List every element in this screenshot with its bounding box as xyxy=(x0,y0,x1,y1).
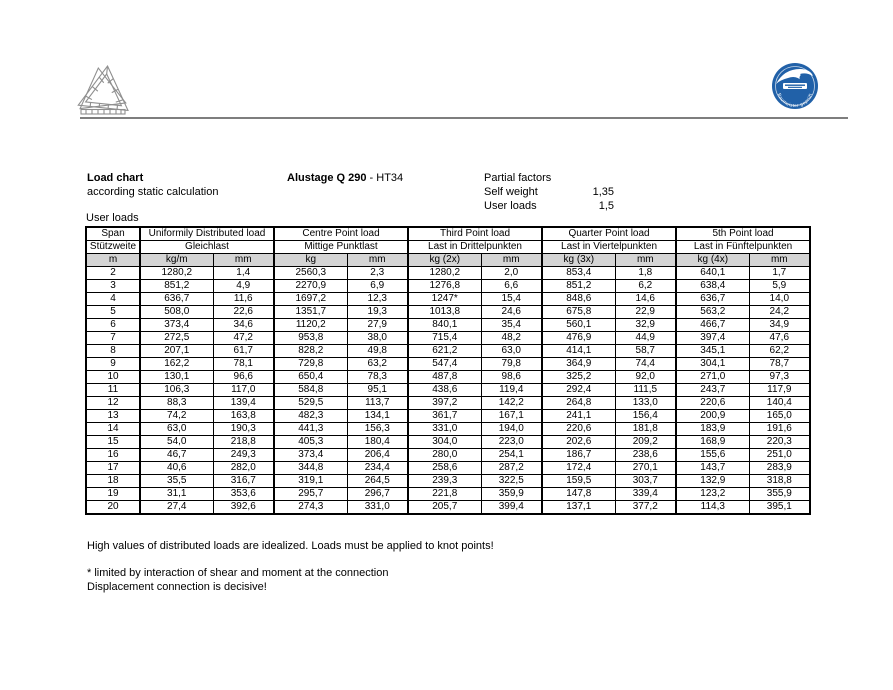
value-cell: 851,2 xyxy=(140,280,213,293)
value-cell: 272,5 xyxy=(140,332,213,345)
value-cell: 47,2 xyxy=(213,332,274,345)
value-cell: 243,7 xyxy=(676,384,749,397)
span-cell: 5 xyxy=(86,306,140,319)
value-cell: 5,9 xyxy=(749,280,810,293)
value-cell: 14,0 xyxy=(749,293,810,306)
value-cell: 392,6 xyxy=(213,501,274,515)
value-cell: 24,2 xyxy=(749,306,810,319)
value-cell: 132,9 xyxy=(676,475,749,488)
col-group-label: Quarter Point load xyxy=(542,227,676,241)
value-cell: 32,9 xyxy=(615,319,676,332)
value-cell: 584,8 xyxy=(274,384,347,397)
note-idealized: High values of distributed loads are idealized. Loads must be applied to knot points! xyxy=(87,540,494,552)
table-row xyxy=(86,332,810,345)
value-cell: 140,4 xyxy=(749,397,810,410)
header-row-de xyxy=(86,241,810,254)
table-row xyxy=(86,267,810,280)
value-cell: 44,9 xyxy=(615,332,676,345)
value-cell: 220,6 xyxy=(542,423,615,436)
value-cell: 117,0 xyxy=(213,384,274,397)
value-cell: 715,4 xyxy=(408,332,481,345)
value-cell: 79,8 xyxy=(481,358,542,371)
value-cell: 1,7 xyxy=(749,267,810,280)
value-cell: 264,8 xyxy=(542,397,615,410)
table-row xyxy=(86,397,810,410)
value-cell: 529,5 xyxy=(274,397,347,410)
value-cell: 159,5 xyxy=(542,475,615,488)
col-group-label-de: Gleichlast xyxy=(140,241,274,254)
value-cell: 209,2 xyxy=(615,436,676,449)
partial-factors-title: Partial factors xyxy=(484,172,552,184)
value-cell: 325,2 xyxy=(542,371,615,384)
value-cell: 353,6 xyxy=(213,488,274,501)
value-cell: 840,1 xyxy=(408,319,481,332)
value-cell: 4,9 xyxy=(213,280,274,293)
unit-label: mm xyxy=(615,254,676,267)
table-row xyxy=(86,358,810,371)
table-row xyxy=(86,371,810,384)
value-cell: 223,0 xyxy=(481,436,542,449)
value-cell: 14,6 xyxy=(615,293,676,306)
value-cell: 163,8 xyxy=(213,410,274,423)
value-cell: 283,9 xyxy=(749,462,810,475)
product-variant: - HT34 xyxy=(369,172,404,184)
value-cell: 218,8 xyxy=(213,436,274,449)
value-cell: 35,5 xyxy=(140,475,213,488)
value-cell: 202,6 xyxy=(542,436,615,449)
value-cell: 54,0 xyxy=(140,436,213,449)
value-cell: 200,9 xyxy=(676,410,749,423)
value-cell: 377,2 xyxy=(615,501,676,515)
value-cell: 2,0 xyxy=(481,267,542,280)
span-cell: 3 xyxy=(86,280,140,293)
certification-stamp-icon xyxy=(770,60,820,112)
table-row xyxy=(86,319,810,332)
product-model: Alustage Q 290 xyxy=(287,172,367,184)
value-cell: 134,1 xyxy=(347,410,408,423)
value-cell: 221,8 xyxy=(408,488,481,501)
value-cell: 1,4 xyxy=(213,267,274,280)
value-cell: 675,8 xyxy=(542,306,615,319)
value-cell: 2,3 xyxy=(347,267,408,280)
stamp-arc-text: Baumeister geprüft xyxy=(776,92,814,109)
value-cell: 304,1 xyxy=(676,358,749,371)
value-cell: 205,7 xyxy=(408,501,481,515)
value-cell: 34,6 xyxy=(213,319,274,332)
value-cell: 729,8 xyxy=(274,358,347,371)
value-cell: 63,0 xyxy=(140,423,213,436)
col-group-label: Uniformily Distributed load xyxy=(140,227,274,241)
col-group-label: Centre Point load xyxy=(274,227,408,241)
value-cell: 280,0 xyxy=(408,449,481,462)
value-cell: 364,9 xyxy=(542,358,615,371)
value-cell: 621,2 xyxy=(408,345,481,358)
partial-factor-row xyxy=(484,185,614,199)
span-cell: 14 xyxy=(86,423,140,436)
value-cell: 58,7 xyxy=(615,345,676,358)
table-row xyxy=(86,449,810,462)
value-cell: 304,0 xyxy=(408,436,481,449)
value-cell: 331,0 xyxy=(347,501,408,515)
value-cell: 96,6 xyxy=(213,371,274,384)
value-cell: 190,3 xyxy=(213,423,274,436)
table-row xyxy=(86,475,810,488)
pf-label: Self weight xyxy=(484,186,538,198)
value-cell: 239,3 xyxy=(408,475,481,488)
value-cell: 319,1 xyxy=(274,475,347,488)
value-cell: 636,7 xyxy=(676,293,749,306)
table-row xyxy=(86,280,810,293)
value-cell: 851,2 xyxy=(542,280,615,293)
value-cell: 282,0 xyxy=(213,462,274,475)
value-cell: 359,9 xyxy=(481,488,542,501)
value-cell: 98,6 xyxy=(481,371,542,384)
value-cell: 12,3 xyxy=(347,293,408,306)
value-cell: 292,4 xyxy=(542,384,615,397)
value-cell: 322,5 xyxy=(481,475,542,488)
unit-label: mm xyxy=(481,254,542,267)
value-cell: 11,6 xyxy=(213,293,274,306)
value-cell: 111,5 xyxy=(615,384,676,397)
value-cell: 466,7 xyxy=(676,319,749,332)
value-cell: 373,4 xyxy=(140,319,213,332)
value-cell: 206,4 xyxy=(347,449,408,462)
value-cell: 636,7 xyxy=(140,293,213,306)
alustage-truss-logo-icon xyxy=(74,62,136,116)
col-group-label: Span xyxy=(86,227,140,241)
span-cell: 2 xyxy=(86,267,140,280)
value-cell: 74,2 xyxy=(140,410,213,423)
value-cell: 296,7 xyxy=(347,488,408,501)
table-row xyxy=(86,410,810,423)
unit-label: kg (4x) xyxy=(676,254,749,267)
value-cell: 113,7 xyxy=(347,397,408,410)
unit-label: kg (3x) xyxy=(542,254,615,267)
table-row xyxy=(86,488,810,501)
col-group-label-de: Mittige Punktlast xyxy=(274,241,408,254)
value-cell: 63,0 xyxy=(481,345,542,358)
unit-label: kg xyxy=(274,254,347,267)
pf-value: 1,5 xyxy=(598,200,614,212)
value-cell: 482,3 xyxy=(274,410,347,423)
value-cell: 271,0 xyxy=(676,371,749,384)
value-cell: 316,7 xyxy=(213,475,274,488)
value-cell: 78,3 xyxy=(347,371,408,384)
table-row xyxy=(86,501,810,515)
value-cell: 274,3 xyxy=(274,501,347,515)
value-cell: 640,1 xyxy=(676,267,749,280)
value-cell: 137,1 xyxy=(542,501,615,515)
value-cell: 19,3 xyxy=(347,306,408,319)
doc-title: Load chart xyxy=(87,172,144,184)
col-group-label: 5th Point load xyxy=(676,227,810,241)
span-cell: 10 xyxy=(86,371,140,384)
value-cell: 168,9 xyxy=(676,436,749,449)
span-cell: 12 xyxy=(86,397,140,410)
value-cell: 61,7 xyxy=(213,345,274,358)
value-cell: 78,1 xyxy=(213,358,274,371)
value-cell: 395,1 xyxy=(749,501,810,515)
value-cell: 180,4 xyxy=(347,436,408,449)
value-cell: 133,0 xyxy=(615,397,676,410)
span-cell: 16 xyxy=(86,449,140,462)
value-cell: 162,2 xyxy=(140,358,213,371)
value-cell: 117,9 xyxy=(749,384,810,397)
pf-value: 1,35 xyxy=(592,186,614,198)
value-cell: 399,4 xyxy=(481,501,542,515)
value-cell: 220,6 xyxy=(676,397,749,410)
value-cell: 63,2 xyxy=(347,358,408,371)
value-cell: 508,0 xyxy=(140,306,213,319)
span-cell: 6 xyxy=(86,319,140,332)
value-cell: 167,1 xyxy=(481,410,542,423)
value-cell: 397,4 xyxy=(676,332,749,345)
value-cell: 258,6 xyxy=(408,462,481,475)
header-divider xyxy=(80,117,848,119)
value-cell: 207,1 xyxy=(140,345,213,358)
span-cell: 13 xyxy=(86,410,140,423)
value-cell: 119,4 xyxy=(481,384,542,397)
table-row xyxy=(86,436,810,449)
value-cell: 264,5 xyxy=(347,475,408,488)
value-cell: 130,1 xyxy=(140,371,213,384)
unit-label: mm xyxy=(749,254,810,267)
value-cell: 40,6 xyxy=(140,462,213,475)
value-cell: 476,9 xyxy=(542,332,615,345)
value-cell: 155,6 xyxy=(676,449,749,462)
col-group-label-de: Last in Fünftelpunkten xyxy=(676,241,810,254)
value-cell: 97,3 xyxy=(749,371,810,384)
value-cell: 1280,2 xyxy=(140,267,213,280)
load-table xyxy=(85,226,811,515)
value-cell: 139,4 xyxy=(213,397,274,410)
value-cell: 1013,8 xyxy=(408,306,481,319)
span-cell: 9 xyxy=(86,358,140,371)
value-cell: 95,1 xyxy=(347,384,408,397)
span-cell: 8 xyxy=(86,345,140,358)
col-group-label-de: Last in Drittelpunkten xyxy=(408,241,542,254)
value-cell: 303,7 xyxy=(615,475,676,488)
value-cell: 114,3 xyxy=(676,501,749,515)
value-cell: 143,7 xyxy=(676,462,749,475)
unit-label: mm xyxy=(347,254,408,267)
span-cell: 11 xyxy=(86,384,140,397)
value-cell: 2270,9 xyxy=(274,280,347,293)
note-asterisk: * limited by interaction of shear and moment at the connection xyxy=(87,567,389,579)
value-cell: 1280,2 xyxy=(408,267,481,280)
value-cell: 27,9 xyxy=(347,319,408,332)
table-row xyxy=(86,462,810,475)
value-cell: 78,7 xyxy=(749,358,810,371)
span-cell: 15 xyxy=(86,436,140,449)
value-cell: 2560,3 xyxy=(274,267,347,280)
value-cell: 156,4 xyxy=(615,410,676,423)
value-cell: 183,9 xyxy=(676,423,749,436)
value-cell: 344,8 xyxy=(274,462,347,475)
span-cell: 4 xyxy=(86,293,140,306)
value-cell: 638,4 xyxy=(676,280,749,293)
value-cell: 828,2 xyxy=(274,345,347,358)
value-cell: 6,9 xyxy=(347,280,408,293)
value-cell: 88,3 xyxy=(140,397,213,410)
unit-label: m xyxy=(86,254,140,267)
value-cell: 1351,7 xyxy=(274,306,347,319)
value-cell: 254,1 xyxy=(481,449,542,462)
value-cell: 191,6 xyxy=(749,423,810,436)
col-group-label-de: Stützweite xyxy=(86,241,140,254)
table-row xyxy=(86,306,810,319)
value-cell: 6,6 xyxy=(481,280,542,293)
col-group-label: Third Point load xyxy=(408,227,542,241)
value-cell: 106,3 xyxy=(140,384,213,397)
table-caption: User loads xyxy=(86,212,139,224)
value-cell: 142,2 xyxy=(481,397,542,410)
unit-label: kg/m xyxy=(140,254,213,267)
product-name xyxy=(287,171,403,185)
value-cell: 563,2 xyxy=(676,306,749,319)
value-cell: 123,2 xyxy=(676,488,749,501)
span-cell: 7 xyxy=(86,332,140,345)
span-cell: 20 xyxy=(86,501,140,515)
value-cell: 27,4 xyxy=(140,501,213,515)
value-cell: 251,0 xyxy=(749,449,810,462)
value-cell: 62,2 xyxy=(749,345,810,358)
value-cell: 1120,2 xyxy=(274,319,347,332)
value-cell: 186,7 xyxy=(542,449,615,462)
value-cell: 241,1 xyxy=(542,410,615,423)
value-cell: 156,3 xyxy=(347,423,408,436)
value-cell: 397,2 xyxy=(408,397,481,410)
value-cell: 414,1 xyxy=(542,345,615,358)
value-cell: 560,1 xyxy=(542,319,615,332)
value-cell: 238,6 xyxy=(615,449,676,462)
value-cell: 49,8 xyxy=(347,345,408,358)
value-cell: 853,4 xyxy=(542,267,615,280)
value-cell: 220,3 xyxy=(749,436,810,449)
value-cell: 22,9 xyxy=(615,306,676,319)
value-cell: 172,4 xyxy=(542,462,615,475)
unit-label: kg (2x) xyxy=(408,254,481,267)
header-row-units xyxy=(86,254,810,267)
col-group-label-de: Last in Viertelpunkten xyxy=(542,241,676,254)
value-cell: 92,0 xyxy=(615,371,676,384)
value-cell: 438,6 xyxy=(408,384,481,397)
value-cell: 194,0 xyxy=(481,423,542,436)
value-cell: 147,8 xyxy=(542,488,615,501)
value-cell: 441,3 xyxy=(274,423,347,436)
header-row-en xyxy=(86,227,810,241)
pf-label: User loads xyxy=(484,200,537,212)
doc-subtitle: according static calculation xyxy=(87,186,219,198)
value-cell: 287,2 xyxy=(481,462,542,475)
value-cell: 355,9 xyxy=(749,488,810,501)
value-cell: 1697,2 xyxy=(274,293,347,306)
partial-factor-row xyxy=(484,199,614,213)
value-cell: 270,1 xyxy=(615,462,676,475)
span-cell: 18 xyxy=(86,475,140,488)
value-cell: 6,2 xyxy=(615,280,676,293)
value-cell: 318,8 xyxy=(749,475,810,488)
value-cell: 345,1 xyxy=(676,345,749,358)
value-cell: 22,6 xyxy=(213,306,274,319)
note-decisive: Displacement connection is decisive! xyxy=(87,581,267,593)
value-cell: 405,3 xyxy=(274,436,347,449)
value-cell: 48,2 xyxy=(481,332,542,345)
value-cell: 1247* xyxy=(408,293,481,306)
table-row xyxy=(86,384,810,397)
value-cell: 249,3 xyxy=(213,449,274,462)
value-cell: 46,7 xyxy=(140,449,213,462)
partial-factors xyxy=(484,171,614,213)
value-cell: 331,0 xyxy=(408,423,481,436)
value-cell: 361,7 xyxy=(408,410,481,423)
value-cell: 15,4 xyxy=(481,293,542,306)
value-cell: 487,8 xyxy=(408,371,481,384)
value-cell: 1276,8 xyxy=(408,280,481,293)
value-cell: 165,0 xyxy=(749,410,810,423)
value-cell: 295,7 xyxy=(274,488,347,501)
value-cell: 181,8 xyxy=(615,423,676,436)
value-cell: 31,1 xyxy=(140,488,213,501)
table-row xyxy=(86,423,810,436)
value-cell: 1,8 xyxy=(615,267,676,280)
value-cell: 848,6 xyxy=(542,293,615,306)
value-cell: 38,0 xyxy=(347,332,408,345)
unit-label: mm xyxy=(213,254,274,267)
value-cell: 650,4 xyxy=(274,371,347,384)
span-cell: 19 xyxy=(86,488,140,501)
value-cell: 339,4 xyxy=(615,488,676,501)
span-cell: 17 xyxy=(86,462,140,475)
value-cell: 547,4 xyxy=(408,358,481,371)
value-cell: 34,9 xyxy=(749,319,810,332)
value-cell: 35,4 xyxy=(481,319,542,332)
value-cell: 234,4 xyxy=(347,462,408,475)
table-row xyxy=(86,345,810,358)
value-cell: 47,6 xyxy=(749,332,810,345)
value-cell: 24,6 xyxy=(481,306,542,319)
value-cell: 953,8 xyxy=(274,332,347,345)
value-cell: 373,4 xyxy=(274,449,347,462)
value-cell: 74,4 xyxy=(615,358,676,371)
table-row xyxy=(86,293,810,306)
